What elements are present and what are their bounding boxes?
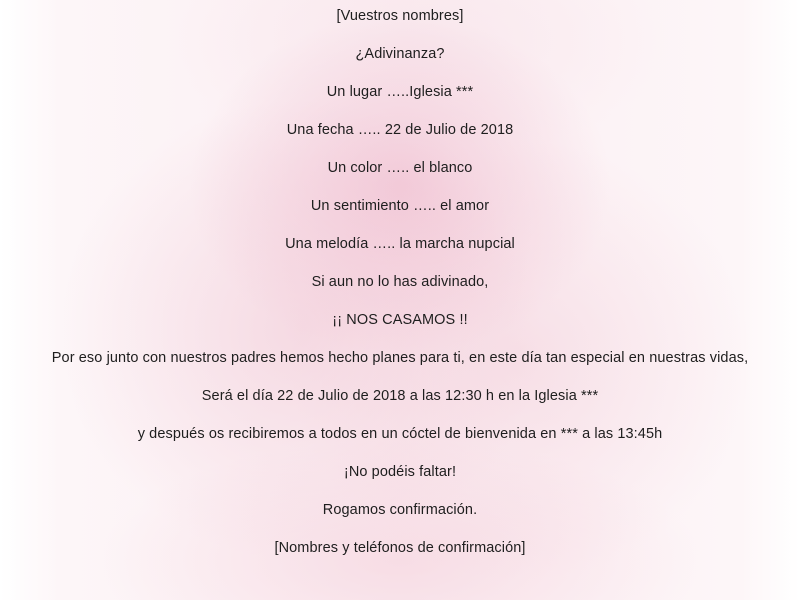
contact-placeholder: [Nombres y teléfonos de confirmación] — [274, 540, 526, 556]
dont-miss-line: ¡No podéis faltar! — [343, 464, 457, 480]
invitation-text — [0, 6, 800, 576]
ceremony-line: Será el día 22 de Julio de 2018 a las 12:30 h en la Iglesia *** — [201, 388, 599, 404]
date-line: Una fecha ….. 22 de Julio de 2018 — [286, 122, 514, 138]
melody-line: Una melodía ….. la marcha nupcial — [285, 236, 515, 252]
rsvp-line: Rogamos confirmación. — [322, 502, 478, 518]
guess-line: Si aun no lo has adivinado, — [311, 274, 489, 290]
reception-line: y después os recibiremos a todos en un cóctel de bienvenida en *** a las 13:45h — [137, 426, 663, 442]
riddle-title: ¿Adivinanza? — [355, 46, 445, 62]
names-placeholder: [Vuestros nombres] — [336, 8, 464, 24]
announcement: ¡¡ NOS CASAMOS !! — [332, 312, 468, 328]
color-line: Un color ….. el blanco — [327, 160, 473, 176]
place-line: Un lugar …..Iglesia *** — [326, 84, 474, 100]
feeling-line: Un sentimiento ….. el amor — [310, 198, 490, 214]
plans-line: Por eso junto con nuestros padres hemos hecho planes para ti, en este día tan especial en nuestras vidas, — [51, 350, 749, 366]
